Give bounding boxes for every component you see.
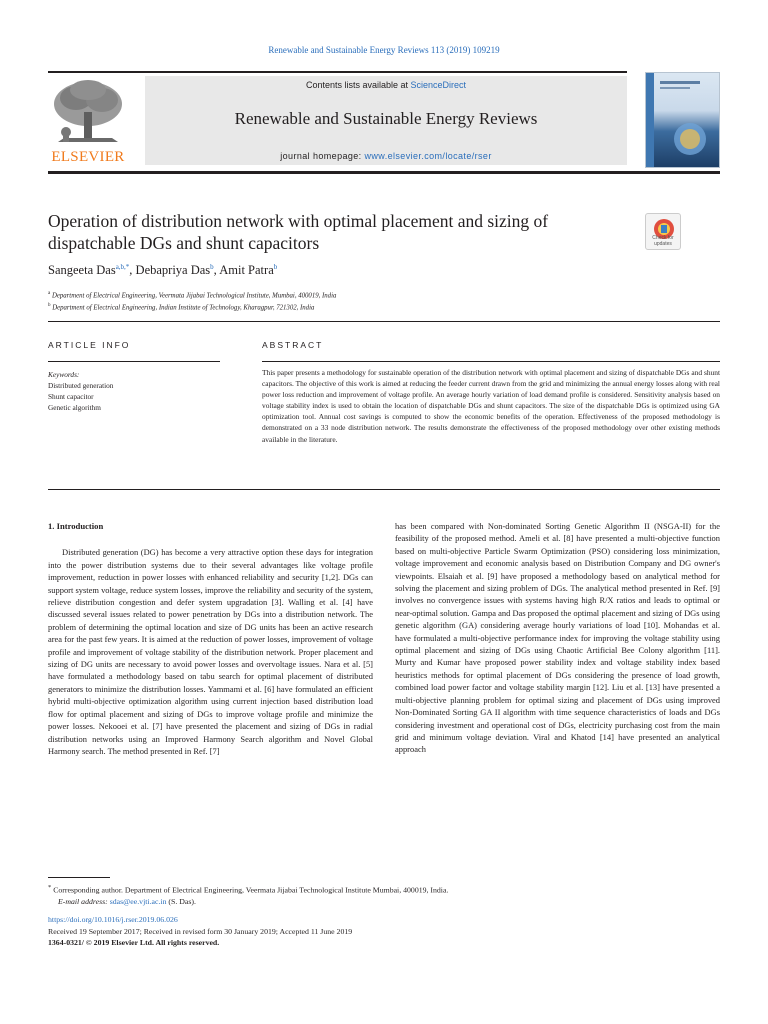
section-heading: 1. Introduction [48,521,104,531]
email-label: E-mail address: [58,897,108,907]
affiliation-item [48,289,336,301]
article-info-divider [48,361,220,362]
journal-cover-thumbnail[interactable] [645,72,720,168]
abstract-end-divider [48,489,720,490]
keyword-item: Shunt capacitor [48,392,94,401]
journal-title: Renewable and Sustainable Energy Reviews [234,109,538,128]
author-name: Amit Patra [219,263,274,278]
homepage-line [145,151,627,161]
author-name: Sangeeta Das [48,263,116,278]
author-list: Sangeeta Das$^{a,b,*}$, Debapriya Das$^b$, Amit Patra$^b$ [48,263,278,278]
received-dates: Received 19 September 2017; Received in revised form 30 January 2019; Accepted 11 June 2019 [48,926,353,936]
email-suffix: (S. Das). [166,897,196,907]
homepage-link[interactable]: www.elsevier.com/locate/rser [364,151,492,161]
body-paragraph: has been compared with Non-dominated Sorting Genetic Algorithm II (NSGA-II) for the feasibility of the proposed method. Ameli et al. [8] have presented a multi-objective function based on multi-objective Particle Swarm Optimization (PSO) considering loss minimization, voltage improvement and economic analysis based on Distribution Company and DG owner's viewpoints. Elsaiah et al. [9] have proposed a methodology based on analytical method for solving the placement and sizing problem of DGs. The analytical method presented in Ref. [9] involves no convergence issues with systems having high R/X ratios and leads to optimal or near-optimal solution. Gampa and Das proposed the optimal placement and sizing of DGs using genetic algorithm (GA) considering average hourly variations of load [10]. Mohandas et al. have formulated a multi-objective performance index for improving the voltage stability using optimal placement and sizing of DGs using Chaotic Artificial Bee Colony algorithm [11]. Murty and Kumar have proposed power stability index and voltage stability index based heuristics methods for optimal placement of DGs considering the presence of load growth, combined load power factor and voltage stability margin [12]. Liu et al. [13] have presented a multi-objective planning problem for optimal sizing and placement of DGs using improved Non-Dominated Sorting GA II algorithm with time sequence characteristics of loads and DGs considering investment and operational cost of DGs, electricity purchasing cost from the main grid and minimum voltage deviation. Viral and Khatod [14] have presented an analytical approach [395,521,720,755]
affiliation-marker: b [48,303,51,309]
author-affiliation-marker[interactable]: b [273,263,278,271]
contents-prefix: Contents lists available at [305,80,411,90]
homepage-prefix: journal homepage: [280,151,365,161]
footnote-marker: * [48,884,52,891]
email-link[interactable]: sdas@ee.vjti.ac.in [109,897,167,907]
copyright-line: 1364-0321/ © 2019 Elsevier Ltd. All rights reserved. [48,938,220,947]
email-line [48,896,448,908]
affiliation-marker: a [48,291,51,296]
header-divider [48,71,627,73]
keywords-label: Keywords: [48,370,80,379]
sciencedirect-link[interactable]: ScienceDirect [410,80,467,90]
corresponding-author-text: Corresponding author. Department of Electrical Engineering, Veermata Jijabai Technological Institute Mumbai, 400019, India. [51,885,449,895]
affiliation-text: Department of Electrical Engineering, Indian Institute of Technology, Kharagpur, 721302, India [52,304,315,312]
body-column-right [395,520,720,756]
keyword-item: Genetic algorithm [48,403,101,412]
author-affiliation-marker[interactable]: a,b,* [115,263,130,271]
author-affiliation-marker[interactable]: b [210,263,214,271]
affiliation-text: Department of Electrical Engineering, Veermata Jijabai Technological Institute, Mumbai, 400019, India [51,292,337,300]
crossmark-label: Check for updates [652,235,674,247]
body-column-left [48,520,373,757]
doi-link[interactable]: https://doi.org/10.1016/j.rser.2019.06.026 [48,915,178,924]
abstract-divider [262,361,720,362]
crossmark-badge[interactable] [645,213,681,250]
abstract-heading: ABSTRACT [262,340,324,350]
article-title: Operation of distribution network with optimal placement and sizing of dispatchable DGs and shunt capacitors [48,211,549,253]
abstract-text: This paper presents a methodology for sustainable operation of the distribution network with optimal placement and sizing of dispatchable DGs and shunt capacitors. The objective of this work is aimed at reducing the feeder current drawn from the grid and minimizing the annual energy losses along with real power loss reduction and improvement of voltage profile. An average hourly variation of load demand profile is considered. Sensitivity analysis based on voltage stability index is used to obtain the location of dispatchable DGs and shunt capacitors. The size of the dispatchable DGs is optimized using GA optimization tool. Annual cost savings is computed to show the economic benefits of the operation. Effectiveness of the proposed methodology is demonstrated on a 33 node distribution network. The results demonstrate the effectiveness of the proposed methodology over other existing methods available in the literature. [262,368,720,444]
footnote-divider [48,877,110,878]
body-paragraph: Distributed generation (DG) has become a very attractive option these days for integration into the power distribution systems due to their several advantages like voltage profile improvement, reduction in power losses with enhanced reliability and security [1,2]. DGs can support system voltage, reduce system losses, improve the reliability and security of the system, relieve distribution congestion and defer system upgradation [3]. Walling et al. [4] have discussed several issues related to power penetration by DGs into a distribution network. The problem of determining the optimal location and size of DG units has been an active research area for the past few years. It is aimed at the reduction of power losses, improvement of voltage profile and improvement of voltage stability of the distribution network. Proper placement and sizing of DG units are necessary to avoid power losses and overvoltage issues. Nara et al. [5] have formulated a methodology based on tabu search for optimal placement of distributed generators to minimize the distribution losses. Yammami et al. [6] have formulated an efficient hybrid multi-objective optimization algorithm using current injection based distribution load flow for optimal placement and sizing of DGs to improve voltage profile and minimize the power losses. Nekooei et al. [7] have presented the placement and sizing of DGs in radial distribution networks using an Improved Harmony Search algorithm and Novel Global Harmony search. The method presented in Ref. [7] [48,547,373,756]
journal-header-box [145,76,627,165]
affiliations [48,289,336,314]
affiliation-item [48,301,336,313]
section-divider [48,321,720,322]
footnote [48,882,448,908]
article-metadata [48,914,352,949]
cover-graphic [646,73,720,168]
author-name: Debapriya Das [135,263,211,278]
keywords-block [48,369,113,413]
header-bottom-divider [48,171,720,174]
article-info-heading: ARTICLE INFO [48,340,131,350]
publisher-name: ELSEVIER [51,149,125,165]
keyword-item: Distributed generation [48,381,114,390]
contents-line [145,80,627,90]
corresponding-author-note [48,882,448,896]
journal-reference[interactable]: Renewable and Sustainable Energy Reviews 113 (2019) 109219 [268,45,500,55]
